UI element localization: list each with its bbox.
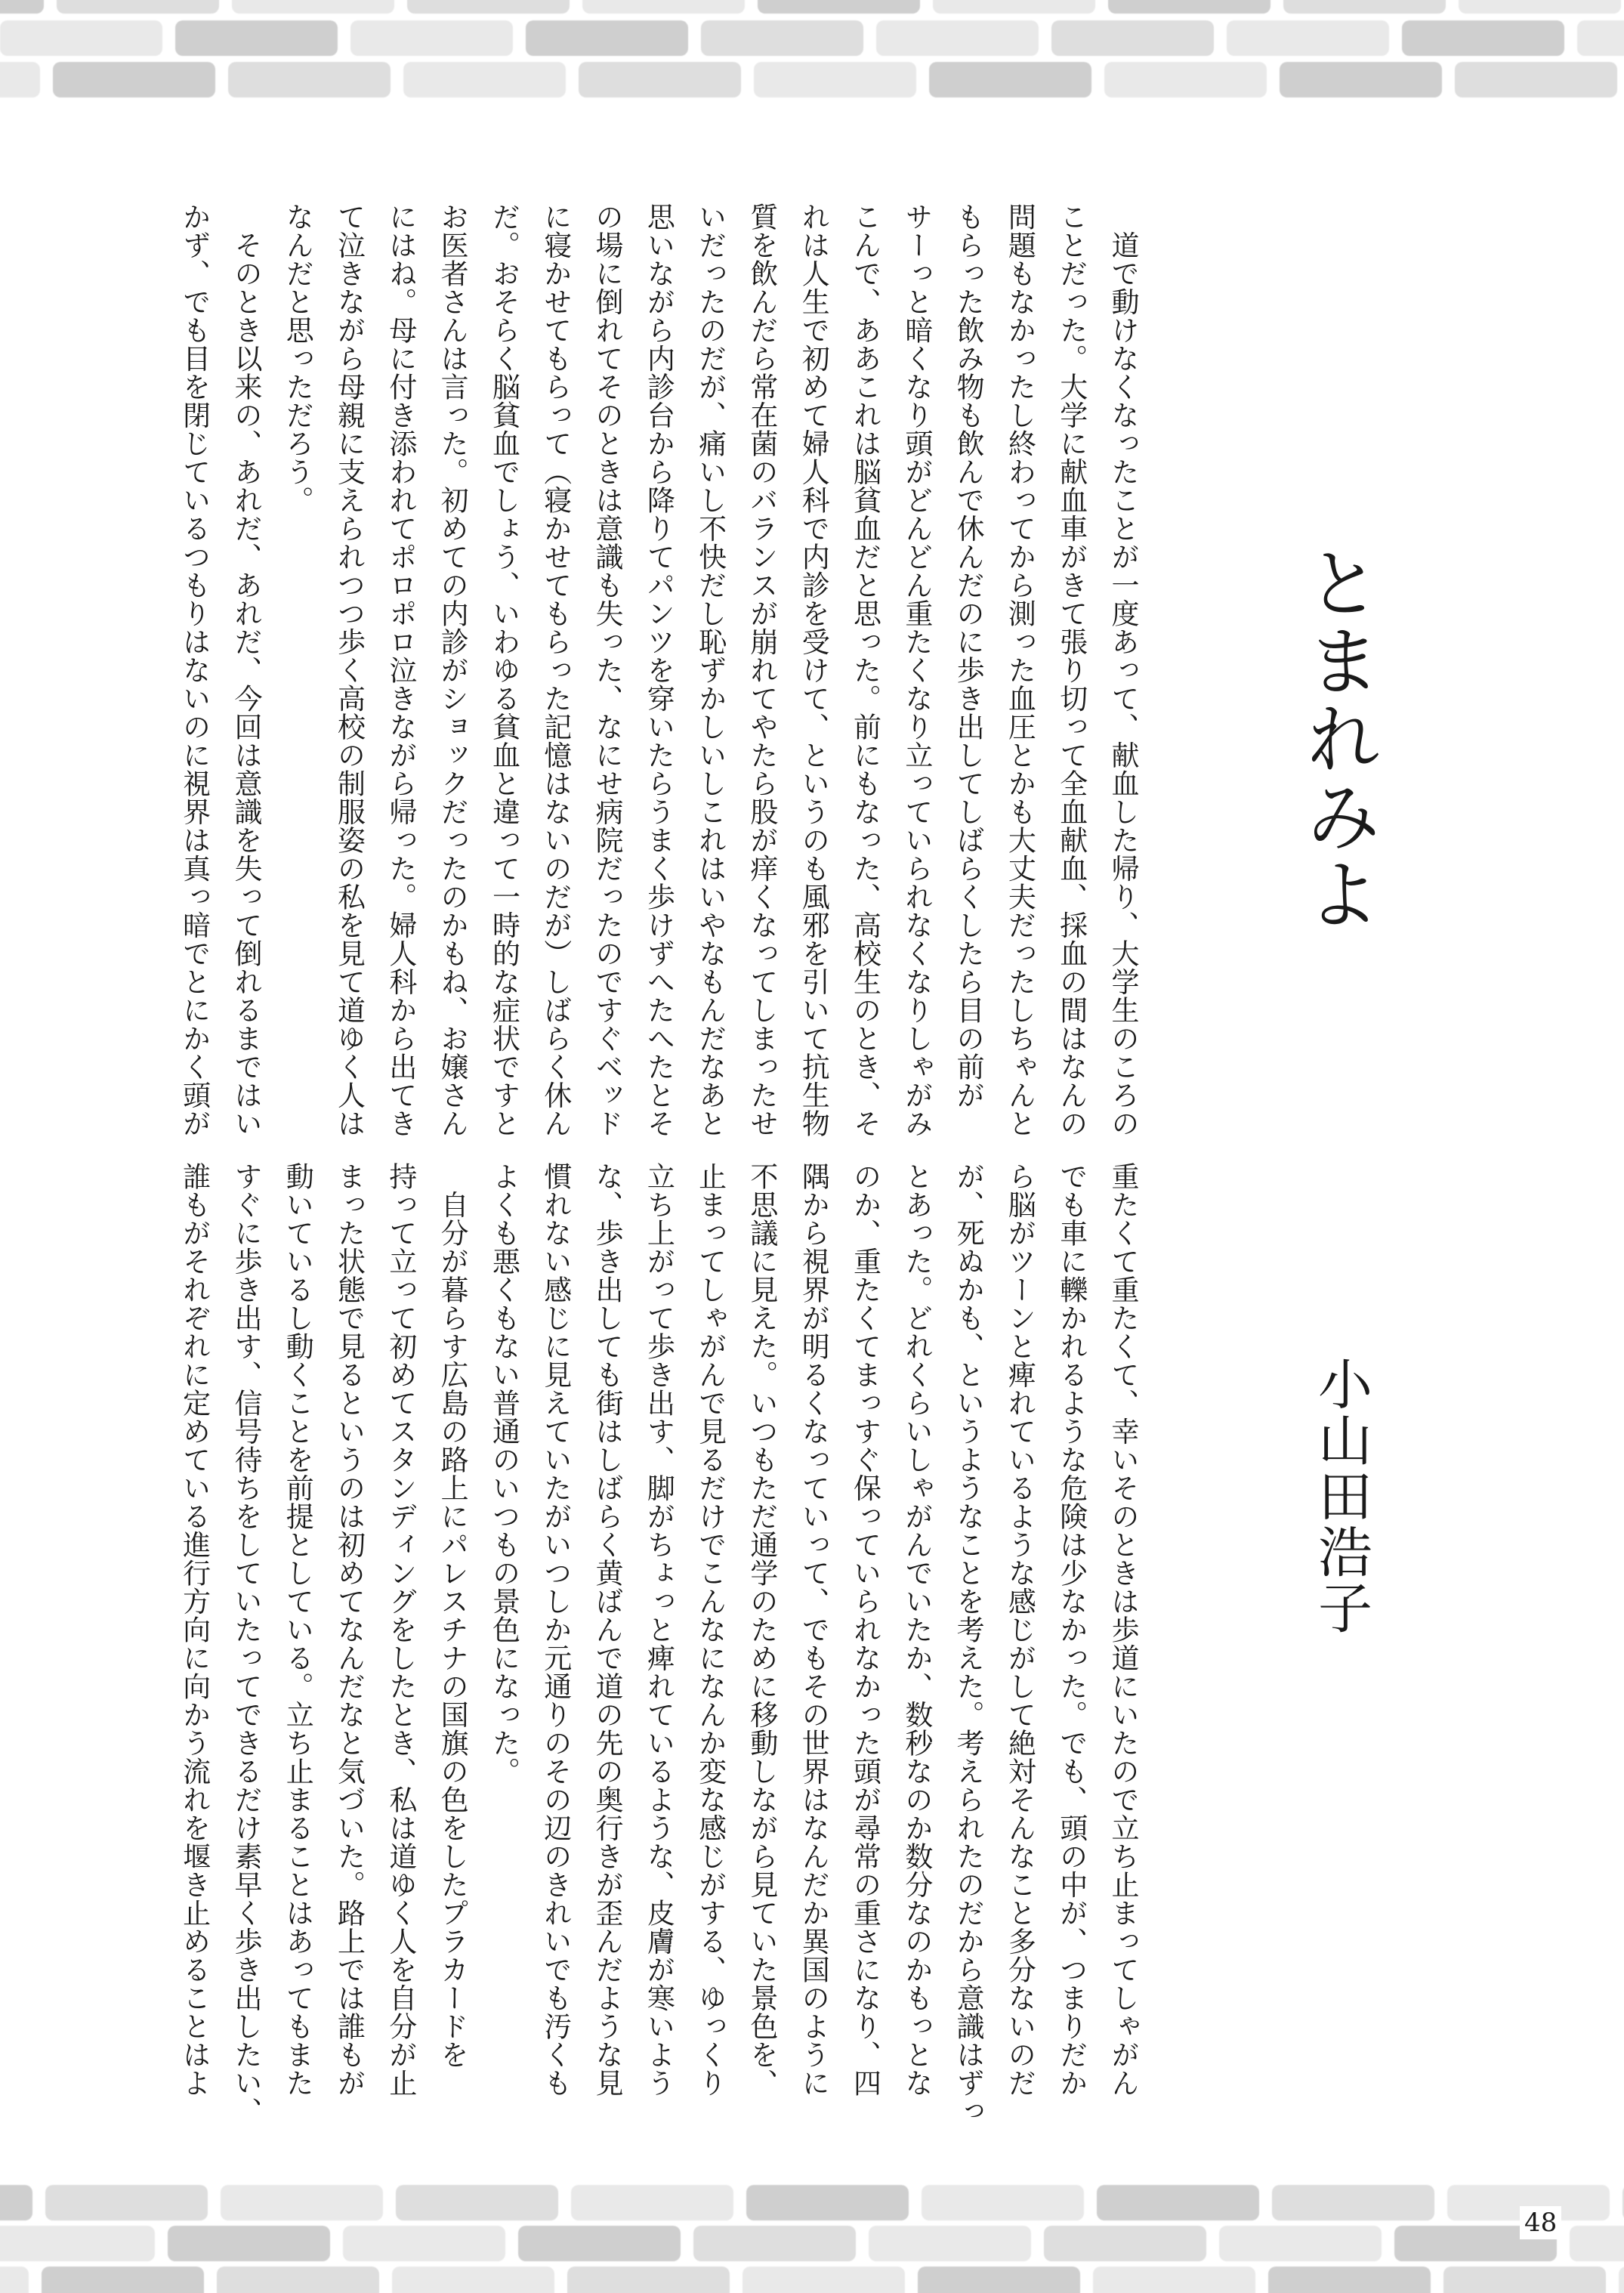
decorative-brick [754,62,916,97]
text-column: て泣きながら母親に支えられつつ歩く高校の制服姿の私を見て道ゆく人は [332,202,366,1138]
decorative-brick-band-bottom [0,2176,1624,2293]
decorative-brick [350,20,513,56]
text-column: ことだった。大学に献血車がきて張り切って全血献血、採血の間はなんの [1054,202,1088,1138]
text-column: 持って立って初めてスタンディングをしたとき、私は道ゆく人を自分が止 [384,1162,417,2097]
body-text-lower [168,1162,1148,2125]
text-column: そのとき以来の、あれだ、あれだ、今回は意識を失って倒れるまではい [229,202,262,1138]
decorative-brick [1459,0,1621,14]
decorative-brick [1093,2267,1255,2293]
decorative-brick [518,2226,681,2261]
decorative-brick [217,2267,379,2293]
decorative-brick [869,2226,1031,2261]
decorative-brick [1097,2185,1259,2220]
text-column: 動いているし動くことを前提としている。立ち止まることはあってもまた [281,1162,314,2097]
decorative-brick [45,2185,208,2220]
decorative-brick [579,62,741,97]
decorative-brick [582,0,745,14]
decorative-brick [922,2185,1084,2220]
text-column: 不思議に見えた。いつもただ通学のために移動しながら見ていた景色を、 [745,1162,778,2097]
body-text-upper [168,202,1148,1138]
text-column: 問題もなかったし終わってから測った血圧とかも大丈夫だったしちゃんと [1003,202,1036,1138]
decorative-brick [1619,2267,1624,2293]
decorative-brick [1455,62,1617,97]
page-number: 48 [1520,2206,1561,2239]
decorative-brick [701,20,863,56]
decorative-brick [403,62,566,97]
text-column: まった状態で見るというのは初めてなんだなと気づいた。路上では誰もが [332,1162,366,2097]
decorative-brick [57,0,219,14]
decorative-brick [0,2226,155,2261]
text-column: にはね。母に付き添われてポロポロ泣きながら帰った。婦人科から出てき [384,202,417,1138]
text-column: 自分が暮らす広島の路上にパレスチナの国旗の色をしたプラカードを [436,1162,469,2069]
decorative-brick [1577,20,1624,56]
text-column: お医者さんは言った。初めての内診がショックだったのかもね、お嬢さん [436,202,469,1138]
decorative-brick [53,62,215,97]
decorative-brick [396,2185,558,2220]
decorative-brick [526,20,688,56]
decorative-brick [1227,20,1389,56]
decorative-brick [232,0,394,14]
text-column: だ。おそらく脳貧血でしょう、いわゆる貧血と違って一時的な症状ですと [487,202,520,1138]
text-column: 止まってしゃがんで見るだけでこんなになんか変な感じがする、ゆっくり [693,1162,727,2097]
essay-title: とまれみよ [1293,544,1382,933]
text-column: 立ち上がって歩き出す、脚がちょっと痺れているような、皮膚が寒いよう [642,1162,675,2097]
decorative-brick [42,2267,204,2293]
author-name: 小山田浩子 [1309,1356,1372,1636]
text-column: でも車に轢かれるような危険は少なかった。でも、頭の中が、つまりだか [1054,1162,1088,2097]
decorative-brick [933,0,1095,14]
decorative-brick [221,2185,383,2220]
text-column: 質を飲んだら常在菌のバランスが崩れてやたら股が痒くなってしまったせ [745,202,778,1138]
decorative-brick [392,2267,554,2293]
decorative-brick [343,2226,505,2261]
text-column: のか、重たくてまっすぐ保っていられなかった頭が尋常の重さになり、四 [848,1162,881,2097]
decorative-brick [918,2267,1080,2293]
text-column: 慣れない感じに見えていたがいつしか元通りのその辺のきれいでも汚くも [539,1162,572,2097]
decorative-brick [1283,0,1446,14]
text-column: サーっと暗くなり頭がどんどん重たくなり立っていられなくなりしゃがみ [900,202,933,1138]
text-column: 隅から視界が明るくなっていって、でもその世界はなんだか異国のように [797,1162,830,2097]
decorative-brick [693,2226,856,2261]
decorative-brick [929,62,1091,97]
decorative-brick [1280,62,1442,97]
text-column: の場に倒れてそのときは意識も失った、なにせ病院だったのですぐベッド [591,202,624,1138]
decorative-brick [407,0,570,14]
decorative-brick [0,2185,32,2220]
text-column: が、死ぬかも、というようなことを考えた。考えられたのだから意識はずっ [952,1162,985,2125]
text-column: とあった。どれくらいしゃがんでいたか、数秒なのか数分なのかもっとな [900,1162,933,2097]
text-column: かず、でも目を閉じているつもりはないのに視界は真っ暗でとにかく頭が [178,202,211,1138]
text-column: もらった飲み物も飲んで休んだのに歩き出してしばらくしたら目の前が [952,202,985,1109]
text-column: 道で動けなくなったことが一度あって、献血した帰り、大学生のころの [1107,202,1139,1138]
decorative-brick [1051,20,1214,56]
text-column: 誰もがそれぞれに定めている進行方向に向かう流れを堰き止めることはよ [178,1162,211,2097]
decorative-brick [1268,2267,1431,2293]
decorative-brick [168,2226,330,2261]
decorative-brick-band-top [0,0,1624,102]
text-column: いだったのだが、痛いし不快だし恥ずかしいしこれはいやなもんだなあと [693,202,727,1138]
decorative-brick [746,2185,909,2220]
decorative-brick [571,2185,733,2220]
text-column: な、歩き出しても街はしばらく黄ばんで道の先の奥行きが歪んだような見 [591,1162,624,2097]
decorative-brick [1443,2267,1606,2293]
text-column: なんだと思っただろう。 [281,202,314,515]
text-column: ら脳がツーンと痺れているような感じがして絶対そんなこと多分ないのだ [1003,1162,1036,2097]
decorative-brick [758,0,920,14]
decorative-brick [1219,2226,1382,2261]
decorative-brick [743,2267,905,2293]
decorative-brick [175,20,338,56]
decorative-brick [0,20,162,56]
text-column: よくも悪くもない普通のいつもの景色になった。 [487,1162,520,1785]
decorative-brick [567,2267,730,2293]
text-column: 思いながら内診台から降りてパンツを穿いたらうまく歩けずへたへたとそ [642,202,675,1138]
decorative-brick [0,0,44,14]
decorative-brick [1570,2226,1624,2261]
text-column: に寝かせてもらって（寝かせてもらった記憶はないのだが）しばらく休ん [539,202,572,1138]
decorative-brick [228,62,391,97]
decorative-brick [1272,2185,1434,2220]
text-column: 重たくて重たくて、幸いそのときは歩道にいたので立ち止まってしゃがん [1107,1162,1139,2097]
decorative-brick [0,2267,29,2293]
decorative-brick [876,20,1039,56]
decorative-brick [1104,62,1267,97]
decorative-brick [0,62,40,97]
decorative-brick [1044,2226,1206,2261]
text-column: こんで、ああこれは脳貧血だと思った。前にもなった、高校生のとき、そ [848,202,881,1138]
text-column: れは人生で初めて婦人科で内診を受けて、というのも風邪を引いて抗生物 [797,202,830,1138]
decorative-brick [1402,20,1564,56]
text-column: すぐに歩き出す、信号待ちをしていたってできるだけ素早く歩き出したい、 [229,1162,262,2125]
decorative-brick [1108,0,1270,14]
